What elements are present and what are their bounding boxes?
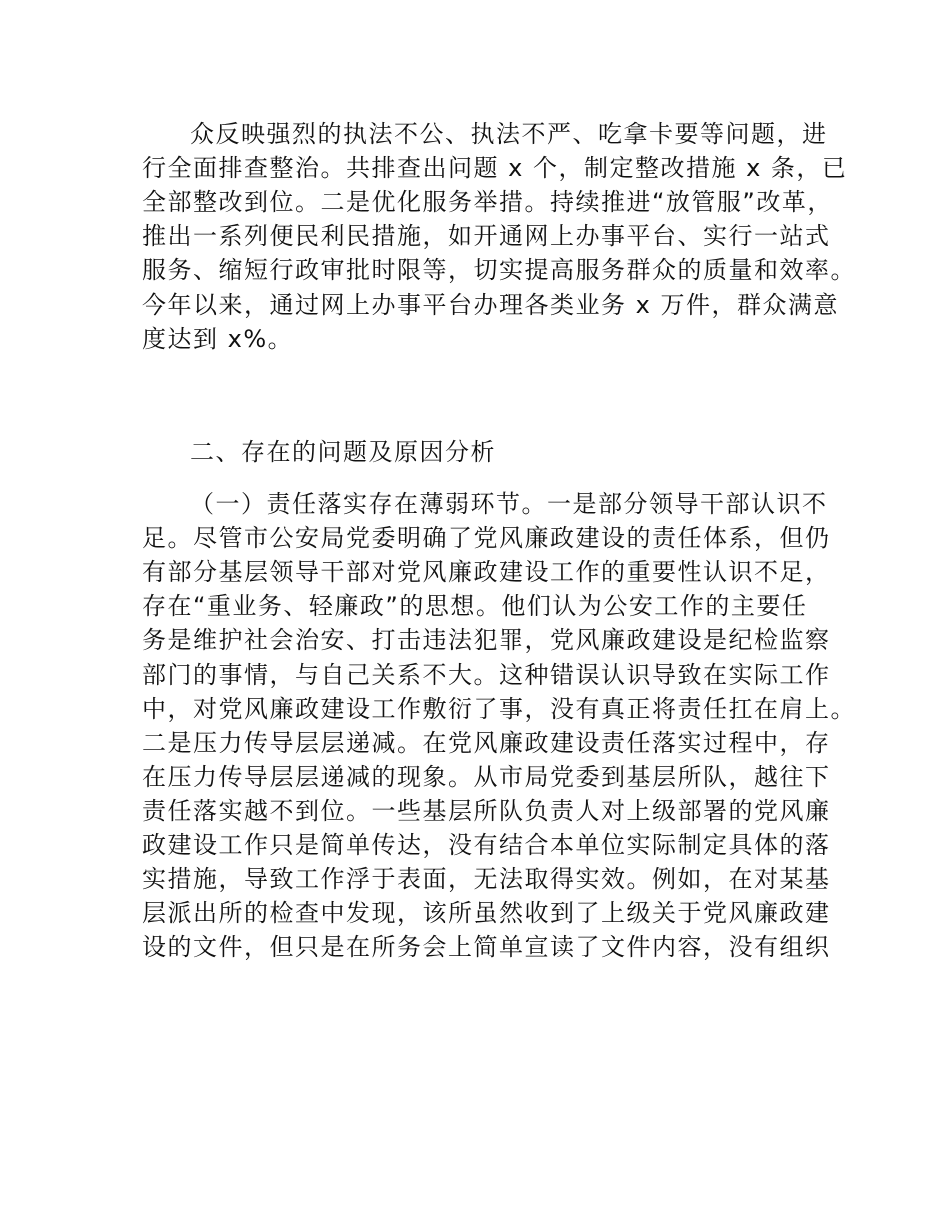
text-line: 足。尽管市公安局党委明确了党风廉政建设的责任体系，但仍 [142, 524, 831, 552]
text-line: 责任落实越不到位。一些基层所队负责人对上级部署的党风廉 [142, 797, 831, 825]
text-line: 部门的事情，与自己关系不大。这种错误认识导致在实际工作 [142, 661, 831, 689]
section-heading: 二、存在的问题及原因分析 [190, 438, 496, 466]
text-line: 行全面排查整治。共排查出问题 x 个，制定整改措施 x 条，已 [142, 154, 848, 182]
text-line: 二是压力传导层层递减。在党风廉政建设责任落实过程中，存 [142, 729, 831, 757]
text-line: 度达到 x%。 [142, 325, 294, 353]
text-line: 推出一系列便民利民措施，如开通网上办事平台、实行一站式 [142, 222, 831, 250]
text-line: 中，对党风廉政建设工作敷衍了事，没有真正将责任扛在肩上。 [142, 695, 856, 723]
text-line: 政建设工作只是简单传达，没有结合本单位实际制定具体的落 [142, 831, 831, 859]
text-line: 有部分基层领导干部对党风廉政建设工作的重要性认识不足， [142, 558, 831, 586]
text-line: 服务、缩短行政审批时限等，切实提高服务群众的质量和效率。 [142, 256, 856, 284]
text-line: 在压力传导层层递减的现象。从市局党委到基层所队，越往下 [142, 763, 831, 791]
text-line: 存在“重业务、轻廉政”的思想。他们认为公安工作的主要任 [142, 592, 808, 620]
text-line: 今年以来，通过网上办事平台办理各类业务 x 万件，群众满意 [142, 291, 839, 319]
text-line: 设的文件，但只是在所务会上简单宣读了文件内容，没有组织 [142, 933, 831, 961]
text-line: 层派出所的检查中发现，该所虽然收到了上级关于党风廉政建 [142, 899, 831, 927]
text-line: 务是维护社会治安、打击违法犯罪，党风廉政建设是纪检监察 [142, 626, 831, 654]
text-line: （一）责任落实存在薄弱环节。一是部分领导干部认识不 [190, 490, 828, 518]
text-line: 众反映强烈的执法不公、执法不严、吃拿卡要等问题，进 [190, 120, 828, 148]
text-line: 实措施，导致工作浮于表面，无法取得实效。例如，在对某基 [142, 865, 831, 893]
text-line: 全部整改到位。二是优化服务举措。持续推进“放管服”改革， [142, 188, 833, 216]
